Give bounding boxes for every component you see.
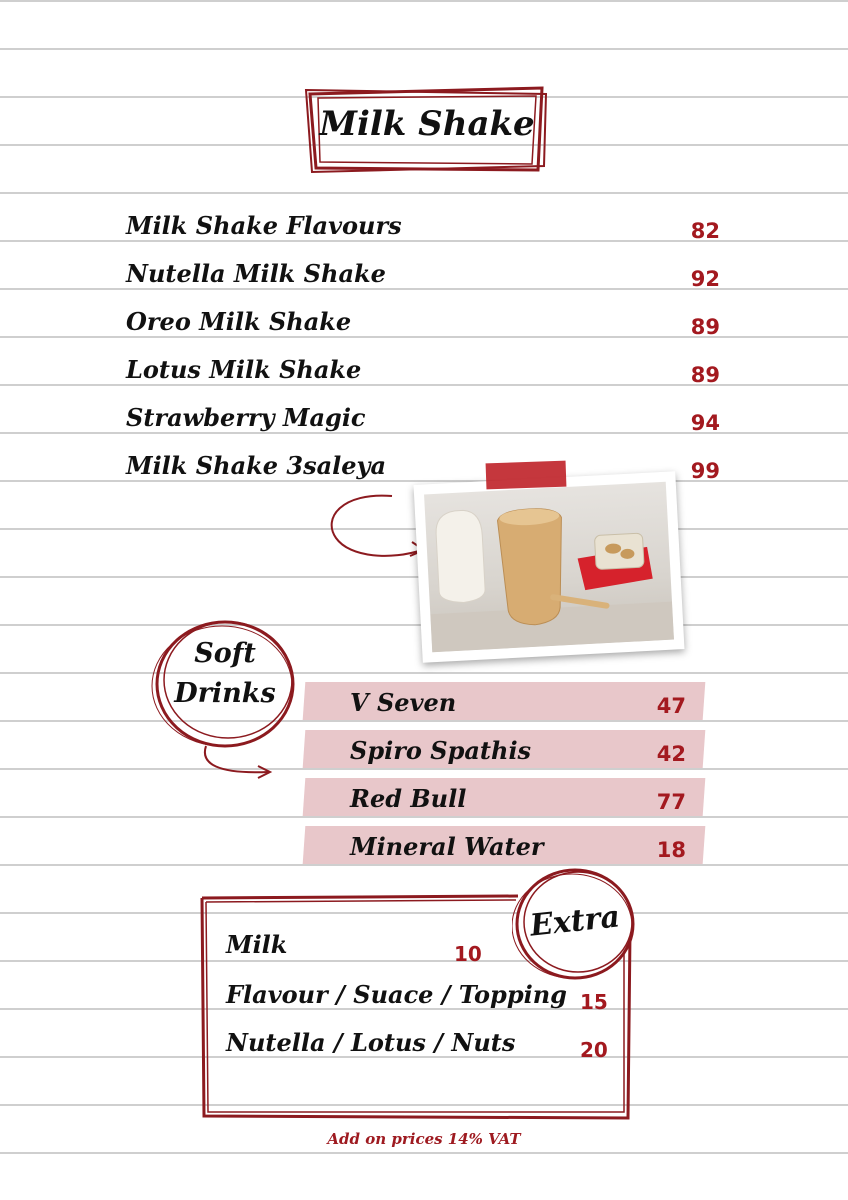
item-price: 42 <box>656 742 686 766</box>
milk-shake-list <box>126 207 720 495</box>
item-name: Milk Shake 3saleya <box>126 451 387 480</box>
small-arrow-icon <box>198 742 278 786</box>
item-price: 15 <box>580 990 608 1014</box>
item-price: 92 <box>690 267 720 291</box>
item-price: 89 <box>690 363 720 387</box>
vat-note: Add on prices 14% VAT <box>327 1130 521 1148</box>
item-price: 94 <box>690 411 720 435</box>
item-price: 99 <box>690 459 720 483</box>
item-price: 47 <box>656 694 686 718</box>
item-name: Milk <box>226 930 288 959</box>
list-item <box>226 930 287 959</box>
item-price: 20 <box>580 1038 608 1062</box>
milk-shake-title-frame <box>302 80 552 178</box>
item-name: Oreo Milk Shake <box>126 307 352 336</box>
item-name: V Seven <box>350 688 457 717</box>
list-item <box>304 680 704 728</box>
milkshake-photo <box>414 471 685 662</box>
list-item <box>126 351 720 399</box>
item-price: 77 <box>656 790 686 814</box>
milkshake-glass-icon <box>424 482 674 652</box>
list-item <box>304 776 704 824</box>
list-item <box>304 728 704 776</box>
item-name: Nutella / Lotus / Nuts <box>226 1028 516 1057</box>
tape-strip <box>486 461 567 490</box>
extra-title: Extra <box>528 899 622 944</box>
list-item <box>126 207 720 255</box>
extra-badge <box>512 864 638 984</box>
item-name: Lotus Milk Shake <box>126 355 362 384</box>
list-item <box>226 1028 515 1057</box>
list-item <box>126 399 720 447</box>
item-name: Spiro Spathis <box>350 736 532 765</box>
item-price: 10 <box>454 942 482 966</box>
list-item <box>126 303 720 351</box>
item-name: Milk Shake Flavours <box>126 211 402 240</box>
soft-drinks-title-line1: Soft <box>194 638 256 669</box>
item-name: Flavour / Suace / Topping <box>226 980 567 1009</box>
item-price: 82 <box>690 219 720 243</box>
item-price: 18 <box>656 838 686 862</box>
item-price: 89 <box>690 315 720 339</box>
soft-drinks-badge <box>150 612 300 752</box>
soft-drinks-list <box>304 680 704 872</box>
item-name: Nutella Milk Shake <box>126 259 386 288</box>
list-item <box>226 980 567 1009</box>
item-name: Mineral Water <box>350 832 544 861</box>
milk-shake-title: Milk Shake <box>319 104 535 144</box>
list-item <box>126 255 720 303</box>
item-name: Strawberry Magic <box>126 403 366 432</box>
soft-drinks-title-line2: Drinks <box>174 678 276 709</box>
item-name: Red Bull <box>350 784 467 813</box>
list-item <box>304 824 704 872</box>
